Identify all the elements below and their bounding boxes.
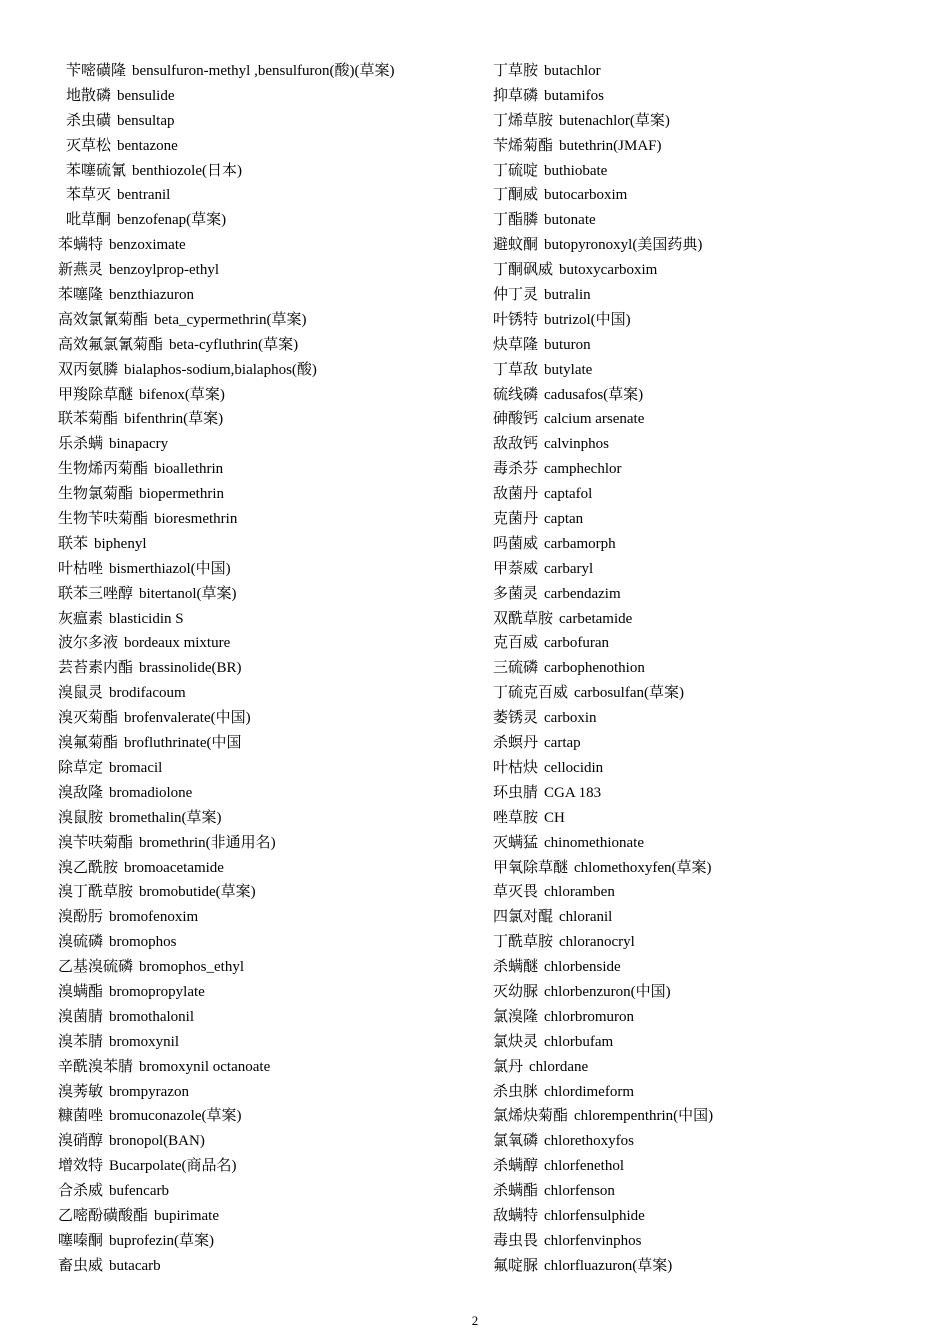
english-name: beta_cypermethrin(草案)	[154, 311, 307, 328]
glossary-entry	[58, 1254, 478, 1279]
chinese-name: 甲萘威	[493, 560, 539, 577]
glossary-entry	[493, 1204, 933, 1229]
chinese-name: 氯氧磷	[493, 1133, 539, 1150]
chinese-name: 杀螨醇	[493, 1158, 539, 1175]
glossary-entry	[58, 1080, 478, 1105]
chinese-name: 溴硫磷	[58, 934, 104, 951]
english-name: carboxin	[544, 710, 597, 727]
english-name: cadusafos(草案)	[544, 386, 644, 403]
chinese-name: 甲羧除草醚	[58, 386, 134, 403]
glossary-entry	[493, 507, 933, 532]
glossary-entry	[58, 781, 478, 806]
english-name: brofluthrinate(中国	[124, 735, 242, 752]
chinese-name: 高效氯氰菊酯	[58, 311, 149, 328]
glossary-entry	[493, 1179, 933, 1204]
chinese-name: 噻嗪酮	[58, 1232, 104, 1249]
english-name: bronopol(BAN)	[109, 1133, 205, 1150]
chinese-name: 灭幼脲	[493, 983, 539, 1000]
glossary-entry	[58, 109, 478, 134]
english-name: bentranil	[117, 187, 171, 204]
chinese-name: 溴丁酰草胺	[58, 884, 134, 901]
english-name: bismerthiazol(中国)	[109, 560, 231, 577]
chinese-name: 芸苔素内酯	[58, 660, 134, 677]
chinese-name: 丁酮砜威	[493, 262, 554, 279]
glossary-entry	[58, 731, 478, 756]
english-name: chlorbenside	[544, 959, 621, 976]
glossary-entry	[493, 1030, 933, 1055]
chinese-name: 氯烯炔菊酯	[493, 1108, 569, 1125]
chinese-name: 毒杀芬	[493, 461, 539, 478]
english-name: bromoxynil octanoate	[139, 1058, 271, 1075]
english-name: butopyronoxyl(美国药典)	[544, 237, 703, 254]
english-name: bromoxynil	[109, 1033, 180, 1050]
chinese-name: 灭草松	[66, 137, 112, 154]
english-name: chlorfenethol	[544, 1158, 624, 1175]
english-name: chlordane	[529, 1058, 589, 1075]
glossary-entry	[58, 134, 478, 159]
chinese-name: 溴乙酰胺	[58, 859, 119, 876]
glossary-entry	[493, 1080, 933, 1105]
english-name: butoxycarboxim	[559, 262, 658, 279]
chinese-name: 吗菌威	[493, 535, 539, 552]
english-name: biphenyl	[94, 535, 147, 552]
glossary-entry	[493, 1104, 933, 1129]
glossary-entry	[493, 607, 933, 632]
chinese-name: 氟啶脲	[493, 1257, 539, 1274]
english-name: carbofuran	[544, 635, 609, 652]
glossary-entry	[58, 1179, 478, 1204]
glossary-entry	[493, 383, 933, 408]
chinese-name: 联苯菊酯	[58, 411, 119, 428]
chinese-name: 炔草隆	[493, 336, 539, 353]
english-name: blasticidin S	[109, 610, 184, 627]
english-name: bifenox(草案)	[139, 386, 225, 403]
glossary-entry	[58, 856, 478, 881]
chinese-name: 溴氟菊酯	[58, 735, 119, 752]
english-name: carbosulfan(草案)	[574, 685, 684, 702]
glossary-entry	[493, 955, 933, 980]
english-name: calcium arsenate	[544, 411, 645, 428]
chinese-name: 丁草胺	[493, 63, 539, 79]
english-name: butonate	[544, 212, 596, 229]
left-column	[58, 59, 478, 1279]
english-name: benthiozole(日本)	[132, 162, 242, 179]
english-name: chlorethoxyfos	[544, 1133, 634, 1150]
glossary-entry	[58, 333, 478, 358]
glossary-entry	[493, 432, 933, 457]
english-name: bialaphos-sodium,bialaphos(酸)	[124, 361, 317, 378]
glossary-entry	[58, 208, 478, 233]
glossary-entry	[58, 756, 478, 781]
english-name: beta-cyfluthrin(草案)	[169, 336, 299, 353]
english-name: carbophenothion	[544, 660, 645, 677]
english-name: bromacil	[109, 759, 163, 776]
english-name: brassinolide(BR)	[139, 660, 242, 677]
glossary-entry	[493, 407, 933, 432]
glossary-entry	[493, 84, 933, 109]
glossary-entry	[58, 607, 478, 632]
glossary-entry	[493, 656, 933, 681]
chinese-name: 杀螨酯	[493, 1183, 539, 1200]
glossary-entry	[58, 432, 478, 457]
chinese-name: 敌菌丹	[493, 486, 539, 503]
chinese-name: 吡草酮	[66, 212, 112, 229]
glossary-entry	[493, 208, 933, 233]
glossary-entry	[58, 1229, 478, 1254]
chinese-name: 四氯对醌	[493, 909, 554, 926]
chinese-name: 高效氟氯氰菊酯	[58, 336, 164, 353]
chinese-name: 乙嘧酚磺酸酯	[58, 1207, 149, 1224]
english-name: benzofenap(草案)	[117, 212, 227, 229]
english-name: bromethalin(草案)	[109, 809, 222, 826]
english-name: benzthiazuron	[109, 287, 194, 304]
english-name: chlorfensulphide	[544, 1207, 645, 1224]
english-name: bupirimate	[154, 1207, 219, 1224]
english-name: CH	[544, 809, 565, 826]
glossary-entry	[58, 980, 478, 1005]
chinese-name: 生物烯丙菊酯	[58, 461, 149, 478]
glossary-entry	[58, 905, 478, 930]
chinese-name: 溴灭菊酯	[58, 710, 119, 727]
glossary-entry	[58, 233, 478, 258]
chinese-name: 敌敌钙	[493, 436, 539, 453]
english-name: cellocidin	[544, 759, 604, 776]
chinese-name: 草灭畏	[493, 884, 539, 901]
chinese-name: 敌螨特	[493, 1207, 539, 1224]
glossary-entry	[58, 532, 478, 557]
chinese-name: 灰瘟素	[58, 610, 104, 627]
english-name: binapacry	[109, 436, 169, 453]
english-name: butralin	[544, 287, 591, 304]
english-name: bufencarb	[109, 1183, 169, 1200]
glossary-entry	[493, 1154, 933, 1179]
glossary-entry	[58, 1104, 478, 1129]
glossary-entry	[493, 681, 933, 706]
chinese-name: 叶枯唑	[58, 560, 104, 577]
glossary-entry	[493, 806, 933, 831]
glossary-entry	[493, 159, 933, 184]
english-name: bromofenoxim	[109, 909, 199, 926]
glossary-entry	[58, 183, 478, 208]
chinese-name: 溴酚肟	[58, 909, 104, 926]
glossary-entry	[58, 482, 478, 507]
chinese-name: 氯丹	[493, 1058, 524, 1075]
glossary-entry	[493, 457, 933, 482]
chinese-name: 砷酸钙	[493, 411, 539, 428]
english-name: CGA 183	[544, 784, 602, 801]
glossary-entry	[493, 109, 933, 134]
chinese-name: 乙基溴硫磷	[58, 959, 134, 976]
chinese-name: 多菌灵	[493, 585, 539, 602]
english-name: bromothalonil	[109, 1008, 195, 1025]
chinese-name: 硫线磷	[493, 386, 539, 403]
chinese-name: 除草定	[58, 759, 104, 776]
chinese-name: 地散磷	[66, 87, 112, 104]
english-name: buthiobate	[544, 162, 608, 179]
english-name: bromophos_ethyl	[139, 959, 245, 976]
glossary-entry	[493, 930, 933, 955]
glossary-entry	[58, 582, 478, 607]
glossary-entry	[58, 84, 478, 109]
chinese-name: 萎锈灵	[493, 710, 539, 727]
glossary-entry	[58, 383, 478, 408]
chinese-name: 溴敌隆	[58, 784, 104, 801]
glossary-entry	[58, 308, 478, 333]
glossary-entry	[58, 806, 478, 831]
chinese-name: 丁酮威	[493, 187, 539, 204]
glossary-entry	[493, 731, 933, 756]
glossary-entry	[493, 134, 933, 159]
english-name: chlorbromuron	[544, 1008, 634, 1025]
glossary-entry	[493, 631, 933, 656]
glossary-entry	[58, 283, 478, 308]
english-name: brodifacoum	[109, 685, 186, 702]
english-name: butacarb	[109, 1257, 161, 1274]
glossary-entry	[493, 880, 933, 905]
english-name: calvinphos	[544, 436, 610, 453]
english-name: bromadiolone	[109, 784, 193, 801]
english-name: bioallethrin	[154, 461, 224, 478]
english-name: buturon	[544, 336, 591, 353]
english-name: biopermethrin	[139, 486, 224, 503]
english-name: chlomethoxyfen(草案)	[574, 859, 712, 876]
chinese-name: 苯噻隆	[58, 287, 104, 304]
english-name: carbaryl	[544, 560, 594, 577]
english-name: carbamorph	[544, 535, 616, 552]
glossary-entry	[493, 482, 933, 507]
english-name: bensulide	[117, 87, 175, 104]
english-name: chinomethionate	[544, 834, 644, 851]
chinese-name: 杀螟丹	[493, 735, 539, 752]
glossary-entry	[58, 258, 478, 283]
english-name: butachlor	[544, 63, 601, 79]
english-name: chloramben	[544, 884, 615, 901]
glossary-entry	[58, 706, 478, 731]
glossary-entry	[493, 358, 933, 383]
chinese-name: 苯螨特	[58, 237, 104, 254]
chinese-name: 糠菌唑	[58, 1108, 104, 1125]
glossary-entry	[58, 656, 478, 681]
glossary-entry	[493, 856, 933, 881]
chinese-name: 溴莠敏	[58, 1083, 104, 1100]
english-name: bordeaux mixture	[124, 635, 231, 652]
english-name: benzoximate	[109, 237, 186, 254]
chinese-name: 环虫腈	[493, 784, 539, 801]
english-name: bioresmethrin	[154, 511, 238, 528]
chinese-name: 丁草敌	[493, 361, 539, 378]
english-name: bensulfuron-methyl ,bensulfuron(酸)(草案)	[132, 63, 395, 79]
english-name: chlordimeform	[544, 1083, 634, 1100]
english-name: chloranil	[559, 909, 613, 926]
chinese-name: 抑草磷	[493, 87, 539, 104]
chinese-name: 杀虫脒	[493, 1083, 539, 1100]
glossary-entry	[493, 557, 933, 582]
chinese-name: 甲氧除草醚	[493, 859, 569, 876]
english-name: chlorempenthrin(中国)	[574, 1108, 714, 1125]
glossary-entry	[58, 631, 478, 656]
chinese-name: 三硫磷	[493, 660, 539, 677]
chinese-name: 双酰草胺	[493, 610, 554, 627]
glossary-entry	[58, 407, 478, 432]
chinese-name: 苄烯菊酯	[493, 137, 554, 154]
glossary-entry	[493, 706, 933, 731]
chinese-name: 苄嘧磺隆	[66, 63, 127, 79]
chinese-name: 合杀威	[58, 1183, 104, 1200]
chinese-name: 溴菌腈	[58, 1008, 104, 1025]
chinese-name: 溴苯腈	[58, 1033, 104, 1050]
english-name: carbendazim	[544, 585, 621, 602]
english-name: bifenthrin(草案)	[124, 411, 224, 428]
glossary-entry	[493, 183, 933, 208]
chinese-name: 丁烯草胺	[493, 112, 554, 129]
english-name: butylate	[544, 361, 593, 378]
chinese-name: 叶枯炔	[493, 759, 539, 776]
glossary-entry	[493, 532, 933, 557]
english-name: butethrin(JMAF)	[559, 137, 662, 154]
glossary-entry	[493, 1005, 933, 1030]
chinese-name: 丁硫啶	[493, 162, 539, 179]
glossary-entry	[493, 582, 933, 607]
glossary-entry	[493, 1055, 933, 1080]
english-name: butenachlor(草案)	[559, 112, 670, 129]
english-name: bitertanol(草案)	[139, 585, 237, 602]
chinese-name: 唑草胺	[493, 809, 539, 826]
chinese-name: 仲丁灵	[493, 287, 539, 304]
glossary-entry	[493, 781, 933, 806]
english-name: butamifos	[544, 87, 605, 104]
english-name: chloranocryl	[559, 934, 635, 951]
chinese-name: 生物氯菊酯	[58, 486, 134, 503]
glossary-entry	[493, 59, 933, 84]
english-name: buprofezin(草案)	[109, 1232, 214, 1249]
glossary-entry	[58, 1005, 478, 1030]
glossary-entry	[58, 1129, 478, 1154]
glossary-entry	[493, 283, 933, 308]
english-name: bromuconazole(草案)	[109, 1108, 242, 1125]
glossary-entry	[58, 930, 478, 955]
glossary-entry	[58, 880, 478, 905]
english-name: brompyrazon	[109, 1083, 189, 1100]
english-name: bentazone	[117, 137, 178, 154]
chinese-name: 联苯	[58, 535, 89, 552]
chinese-name: 溴鼠灵	[58, 685, 104, 702]
glossary-entry	[493, 1129, 933, 1154]
page-number: 2	[471, 1313, 479, 1328]
chinese-name: 克菌丹	[493, 511, 539, 528]
chinese-name: 波尔多液	[58, 635, 119, 652]
glossary-entry	[58, 557, 478, 582]
glossary-entry	[493, 831, 933, 856]
right-column	[493, 59, 933, 1279]
glossary-entry	[58, 507, 478, 532]
english-name: butocarboxim	[544, 187, 628, 204]
english-name: bromoacetamide	[124, 859, 224, 876]
chinese-name: 丁酰草胺	[493, 934, 554, 951]
chinese-name: 畜虫威	[58, 1257, 104, 1274]
glossary-entry	[58, 955, 478, 980]
english-name: carbetamide	[559, 610, 633, 627]
chinese-name: 溴螨酯	[58, 983, 104, 1000]
english-name: captafol	[544, 486, 593, 503]
chinese-name: 辛酰溴苯腈	[58, 1058, 134, 1075]
chinese-name: 避蚊酮	[493, 237, 539, 254]
english-name: camphechlor	[544, 461, 622, 478]
glossary-entry	[493, 756, 933, 781]
chinese-name: 新燕灵	[58, 262, 104, 279]
chinese-name: 氯溴隆	[493, 1008, 539, 1025]
chinese-name: 生物苄呋菊酯	[58, 511, 149, 528]
glossary-entry	[58, 1055, 478, 1080]
glossary-entry	[493, 308, 933, 333]
english-name: chlorfluazuron(草案)	[544, 1257, 673, 1274]
chinese-name: 丁硫克百威	[493, 685, 569, 702]
chinese-name: 苯草灭	[66, 187, 112, 204]
english-name: bensultap	[117, 112, 175, 129]
chinese-name: 乐杀螨	[58, 436, 104, 453]
glossary-entry	[58, 681, 478, 706]
english-name: bromopropylate	[109, 983, 205, 1000]
glossary-entry	[493, 905, 933, 930]
glossary-entry	[58, 159, 478, 184]
english-name: bromophos	[109, 934, 177, 951]
chinese-name: 叶锈特	[493, 311, 539, 328]
chinese-name: 杀螨醚	[493, 959, 539, 976]
chinese-name: 杀虫磺	[66, 112, 112, 129]
glossary-entry	[58, 1204, 478, 1229]
english-name: chlorfenson	[544, 1183, 615, 1200]
english-name: bromethrin(非通用名)	[139, 834, 276, 851]
glossary-entry	[58, 1154, 478, 1179]
english-name: captan	[544, 511, 584, 528]
chinese-name: 克百威	[493, 635, 539, 652]
english-name: chlorbenzuron(中国)	[544, 983, 671, 1000]
english-name: Bucarpolate(商品名)	[109, 1158, 237, 1175]
glossary-entry	[58, 59, 478, 84]
glossary-entry	[493, 1229, 933, 1254]
english-name: benzoylprop-ethyl	[109, 262, 219, 279]
glossary-entry	[58, 1030, 478, 1055]
english-name: cartap	[544, 735, 581, 752]
english-name: brofenvalerate(中国)	[124, 710, 251, 727]
english-name: butrizol(中国)	[544, 311, 631, 328]
glossary-entry	[493, 333, 933, 358]
chinese-name: 双丙氨膦	[58, 361, 119, 378]
chinese-name: 毒虫畏	[493, 1232, 539, 1249]
chinese-name: 溴苄呋菊酯	[58, 834, 134, 851]
glossary-entry	[493, 1254, 933, 1279]
chinese-name: 联苯三唑醇	[58, 585, 134, 602]
chinese-name: 氯炔灵	[493, 1033, 539, 1050]
glossary-entry	[493, 980, 933, 1005]
glossary-entry	[493, 258, 933, 283]
chinese-name: 灭螨猛	[493, 834, 539, 851]
glossary-entry	[58, 457, 478, 482]
glossary-entry	[58, 831, 478, 856]
english-name: chlorfenvinphos	[544, 1232, 642, 1249]
chinese-name: 增效特	[58, 1158, 104, 1175]
chinese-name: 溴硝醇	[58, 1133, 104, 1150]
english-name: bromobutide(草案)	[139, 884, 256, 901]
glossary-entry	[493, 233, 933, 258]
glossary-entry	[58, 358, 478, 383]
chinese-name: 溴鼠胺	[58, 809, 104, 826]
english-name: chlorbufam	[544, 1033, 614, 1050]
chinese-name: 苯噻硫氰	[66, 162, 127, 179]
chinese-name: 丁酯膦	[493, 212, 539, 229]
